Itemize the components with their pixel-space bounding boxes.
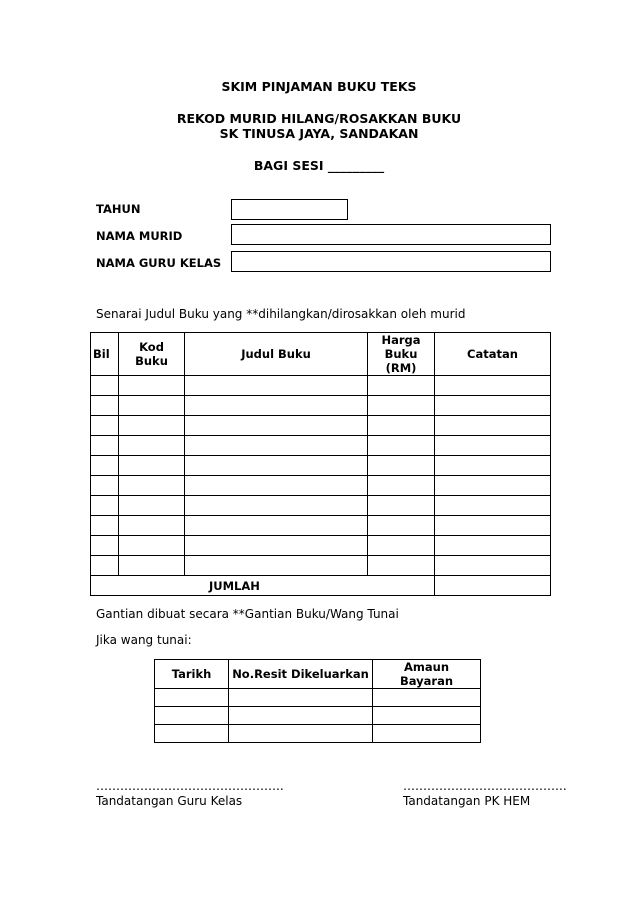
cell-catatan[interactable]	[435, 556, 551, 576]
header-tarikh: Tarikh	[155, 660, 229, 689]
book-table-header	[91, 333, 551, 376]
cell-harga[interactable]	[368, 396, 435, 416]
book-row	[91, 476, 551, 496]
book-row	[91, 556, 551, 576]
header-harga	[368, 333, 435, 376]
cell-judul-buku[interactable]	[185, 476, 368, 496]
header-judul-buku: Judul Buku	[185, 333, 368, 376]
right-signature-label: Tandatangan PK HEM	[403, 794, 531, 808]
book-row	[91, 376, 551, 396]
cell-judul-buku[interactable]	[185, 496, 368, 516]
cell-kod-buku[interactable]	[119, 496, 185, 516]
cell-bil[interactable]	[91, 376, 119, 396]
cell-harga[interactable]	[368, 416, 435, 436]
cell-catatan[interactable]	[435, 396, 551, 416]
cell-harga[interactable]	[368, 476, 435, 496]
cell-catatan[interactable]	[435, 476, 551, 496]
book-row	[91, 516, 551, 536]
cell-tarikh[interactable]	[155, 707, 229, 725]
replacement-text: Gantian dibuat secara **Gantian Buku/Wang Tunai	[96, 607, 399, 621]
header-bil: Bil	[91, 333, 119, 376]
cell-kod-buku[interactable]	[119, 416, 185, 436]
header-amaun-line2: Bayaran	[399, 674, 454, 688]
cell-amaun[interactable]	[373, 689, 481, 707]
header-harga-line3: (RM)	[385, 361, 417, 375]
header-kod-line1: Kod	[139, 340, 164, 354]
book-table	[90, 332, 551, 596]
book-row	[91, 396, 551, 416]
header-kod-buku	[119, 333, 185, 376]
header-amaun	[373, 660, 481, 689]
cell-bil[interactable]	[91, 516, 119, 536]
cell-catatan[interactable]	[435, 516, 551, 536]
tahun-label: TAHUN	[96, 202, 141, 216]
cell-bil[interactable]	[91, 396, 119, 416]
cell-amaun[interactable]	[373, 707, 481, 725]
cell-catatan[interactable]	[435, 496, 551, 516]
header-resit: No.Resit Dikeluarkan	[229, 660, 373, 689]
book-row	[91, 436, 551, 456]
cell-harga[interactable]	[368, 556, 435, 576]
cell-harga[interactable]	[368, 536, 435, 556]
cash-row	[155, 725, 481, 743]
cell-judul-buku[interactable]	[185, 396, 368, 416]
cell-judul-buku[interactable]	[185, 436, 368, 456]
cell-harga[interactable]	[368, 456, 435, 476]
cell-harga[interactable]	[368, 516, 435, 536]
cell-kod-buku[interactable]	[119, 556, 185, 576]
cell-bil[interactable]	[91, 456, 119, 476]
school-name: SK TINUSA JAYA, SANDAKAN	[219, 126, 419, 141]
left-signature-line: ………………………………………..	[96, 779, 284, 793]
book-row	[91, 496, 551, 516]
session-line: BAGI SESI _________	[253, 158, 385, 173]
cell-kod-buku[interactable]	[119, 476, 185, 496]
cell-catatan[interactable]	[435, 416, 551, 436]
cell-judul-buku[interactable]	[185, 416, 368, 436]
cell-catatan[interactable]	[435, 536, 551, 556]
cell-tarikh[interactable]	[155, 689, 229, 707]
book-list-intro: Senarai Judul Buku yang **dihilangkan/dirosakkan oleh murid	[96, 307, 466, 321]
total-row	[91, 576, 551, 596]
tahun-field[interactable]	[231, 199, 348, 220]
cell-judul-buku[interactable]	[185, 456, 368, 476]
cell-judul-buku[interactable]	[185, 516, 368, 536]
header-harga-line2: Buku	[384, 347, 418, 361]
cell-resit[interactable]	[229, 689, 373, 707]
total-label: JUMLAH	[91, 576, 435, 596]
cell-bil[interactable]	[91, 496, 119, 516]
cash-row	[155, 707, 481, 725]
form-title: SKIM PINJAMAN BUKU TEKS	[221, 79, 417, 94]
cell-kod-buku[interactable]	[119, 516, 185, 536]
cell-kod-buku[interactable]	[119, 376, 185, 396]
cell-judul-buku[interactable]	[185, 556, 368, 576]
cell-amaun[interactable]	[373, 725, 481, 743]
cell-judul-buku[interactable]	[185, 536, 368, 556]
header-amaun-line1: Amaun	[403, 660, 450, 674]
cell-bil[interactable]	[91, 436, 119, 456]
cell-kod-buku[interactable]	[119, 396, 185, 416]
cash-text: Jika wang tunai:	[96, 633, 192, 647]
nama-guru-field[interactable]	[231, 251, 551, 272]
right-signature-line: …………………………………..	[403, 779, 567, 793]
cell-kod-buku[interactable]	[119, 436, 185, 456]
header-harga-line1: Harga	[381, 333, 421, 347]
header-catatan: Catatan	[435, 333, 551, 376]
nama-murid-field[interactable]	[231, 224, 551, 245]
nama-guru-label: NAMA GURU KELAS	[96, 256, 222, 270]
cell-catatan[interactable]	[435, 456, 551, 476]
left-signature-label: Tandatangan Guru Kelas	[96, 794, 243, 808]
cell-judul-buku[interactable]	[185, 376, 368, 396]
cell-bil[interactable]	[91, 416, 119, 436]
cell-harga[interactable]	[368, 436, 435, 456]
book-row	[91, 536, 551, 556]
cell-catatan[interactable]	[435, 376, 551, 396]
cash-row	[155, 689, 481, 707]
cell-resit[interactable]	[229, 707, 373, 725]
cash-table	[154, 659, 481, 743]
cell-bil[interactable]	[91, 556, 119, 576]
cell-bil[interactable]	[91, 476, 119, 496]
cell-harga[interactable]	[368, 496, 435, 516]
cell-bil[interactable]	[91, 536, 119, 556]
cell-tarikh[interactable]	[155, 725, 229, 743]
cell-catatan[interactable]	[435, 436, 551, 456]
form-subtitle: REKOD MURID HILANG/ROSAKKAN BUKU	[176, 111, 462, 126]
cell-kod-buku[interactable]	[119, 536, 185, 556]
book-row	[91, 456, 551, 476]
cell-harga[interactable]	[368, 376, 435, 396]
total-value[interactable]	[435, 576, 551, 596]
cell-kod-buku[interactable]	[119, 456, 185, 476]
cash-table-header	[155, 660, 481, 689]
book-row	[91, 416, 551, 436]
cell-resit[interactable]	[229, 725, 373, 743]
nama-murid-label: NAMA MURID	[96, 229, 183, 243]
header-kod-line2: Buku	[135, 354, 168, 368]
